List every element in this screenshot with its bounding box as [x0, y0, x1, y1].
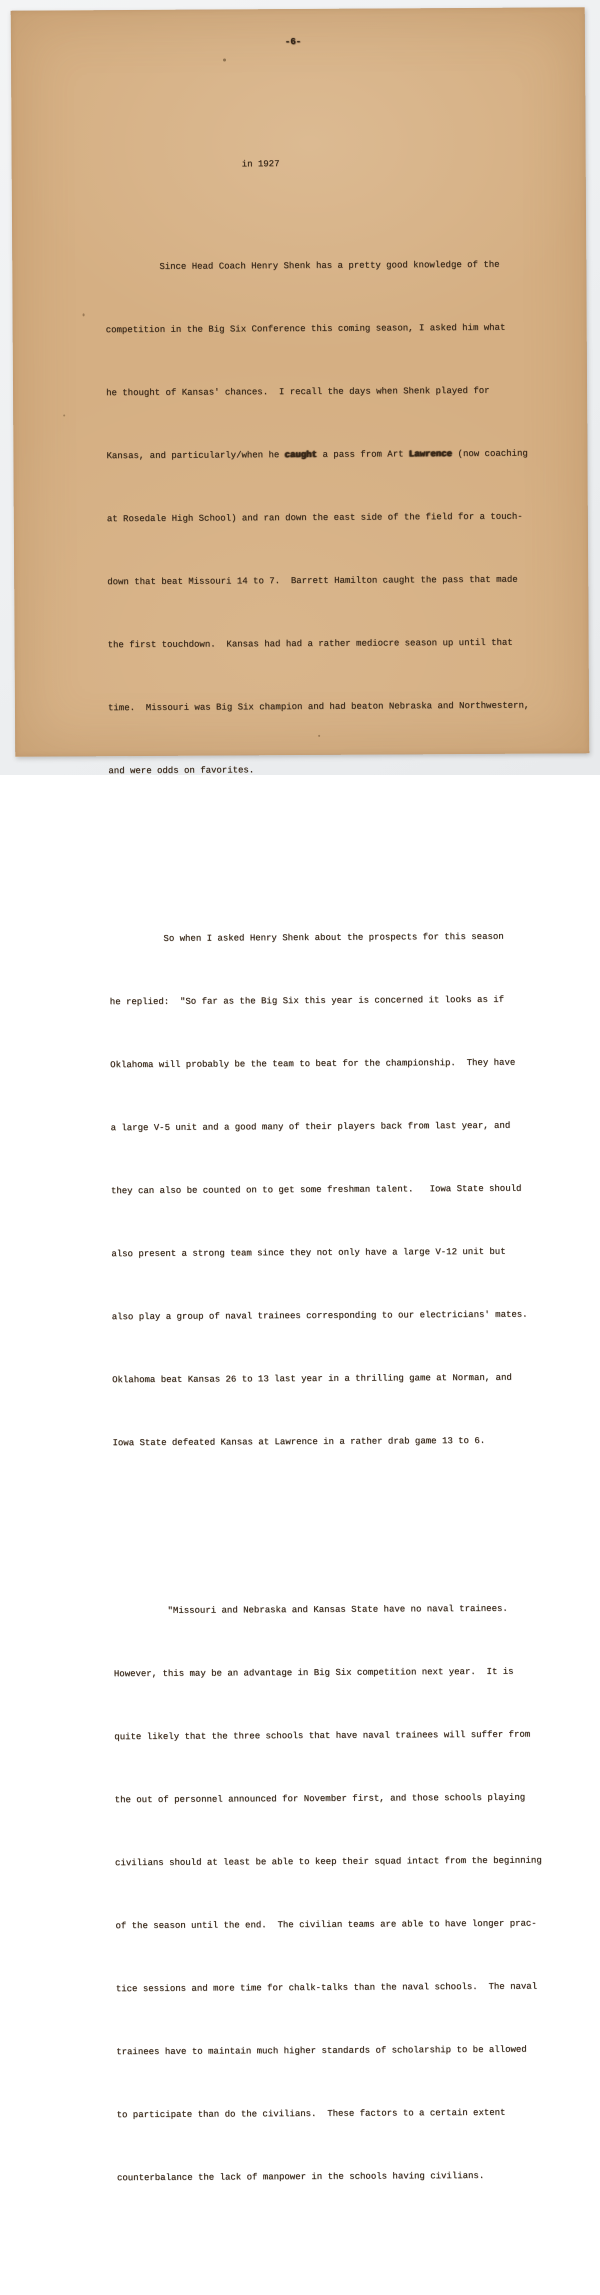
typed-line: Oklahoma will probably be the team to beat for the championship. They have [110, 1057, 516, 1071]
typed-line [106, 443, 546, 467]
paper-speck [83, 313, 85, 316]
paper-speck [63, 414, 65, 416]
typed-line: time. Missouri was Big Six champion and had beaton Nebraska and Northwestern, [107, 700, 530, 714]
typed-line: However, this may be an advantage in Big Six competition next year. It is [113, 1666, 514, 1680]
typed-line: quite likely that the three schools that have naval trainees will suffer from [114, 1729, 531, 1743]
typed-line: down that beat Missouri 14 to 7. Barrett Hamilton caught the pass that made [107, 574, 518, 588]
typed-line: "Missouri and Nebraska and Kansas State have no naval trainees. [113, 1603, 508, 1617]
paragraph-3 [113, 1556, 557, 2231]
typed-line: and were odds on favorites. [108, 765, 255, 777]
paper-speck [318, 735, 320, 737]
line-segment: (now coaching [452, 448, 528, 460]
document-page [11, 7, 590, 2184]
typed-line: Iowa State defeated Kansas at Lawrence in a rather drab game 13 to 6. [112, 1435, 486, 1449]
overstruck-word: caught [284, 449, 318, 461]
typed-line: the out of personnel announced for November first, and those schools playing [114, 1792, 526, 1806]
typed-line: Oklahoma beat Kansas 26 to 13 last year in a thrilling game at Norman, and [112, 1372, 512, 1386]
paragraph-2 [109, 884, 553, 1496]
typed-line: a large V-5 unit and a good many of their players back from last year, and [110, 1120, 511, 1134]
overstruck-word: Lawrence [408, 449, 453, 460]
typed-line: trainees have to maintain much higher standards of scholarship to be allowed [116, 2044, 527, 2058]
interlineation-note: in 1927 [241, 159, 280, 170]
typed-line: the first touchdown. Kansas had had a rather mediocre season up until that [107, 637, 513, 651]
typed-line: tice sessions and more time for chalk-talks than the naval schools. The naval [115, 1981, 538, 1995]
typed-line: they can also be counted on to get some freshman talent. Iowa State should [110, 1183, 522, 1197]
typed-line: civilians should at least be able to keep their squad intact from the beginning [115, 1855, 542, 1869]
typed-line: of the season until the end. The civilian teams are able to have longer prac- [115, 1918, 537, 1932]
typed-line: So when I asked Henry Shenk about the prospects for this season [109, 931, 504, 945]
typed-line: he thought of Kansas' chances. I recall the days when Shenk played for [106, 385, 490, 399]
page-number: -6- [284, 36, 302, 48]
line-segment: Kansas, and particularly/when he [106, 450, 285, 462]
typed-line: also present a strong team since they not only have a large V-12 unit but [111, 1246, 506, 1260]
typed-text [104, 108, 557, 2295]
typed-line: to participate than do the civilians. These factors to a certain extent [116, 2107, 506, 2121]
paragraph-1 [105, 213, 549, 825]
paper-speck [223, 58, 226, 61]
typed-line: also play a group of naval trainees corresponding to our electricians' mates. [111, 1309, 528, 1323]
typed-line: he replied: "So far as the Big Six this year is concerned it looks as if [109, 994, 505, 1008]
typed-line: counterbalance the lack of manpower in the schools having civilians. [116, 2170, 485, 2184]
line-segment: a pass from Art [317, 449, 409, 460]
typed-line: Since Head Coach Henry Shenk has a pretty good knowledge of the [105, 259, 500, 273]
typed-line: competition in the Big Six Conference this coming season, I asked him what [105, 322, 506, 336]
typed-line: at Rosedale High School) and ran down the east side of the field for a touch- [106, 511, 523, 525]
